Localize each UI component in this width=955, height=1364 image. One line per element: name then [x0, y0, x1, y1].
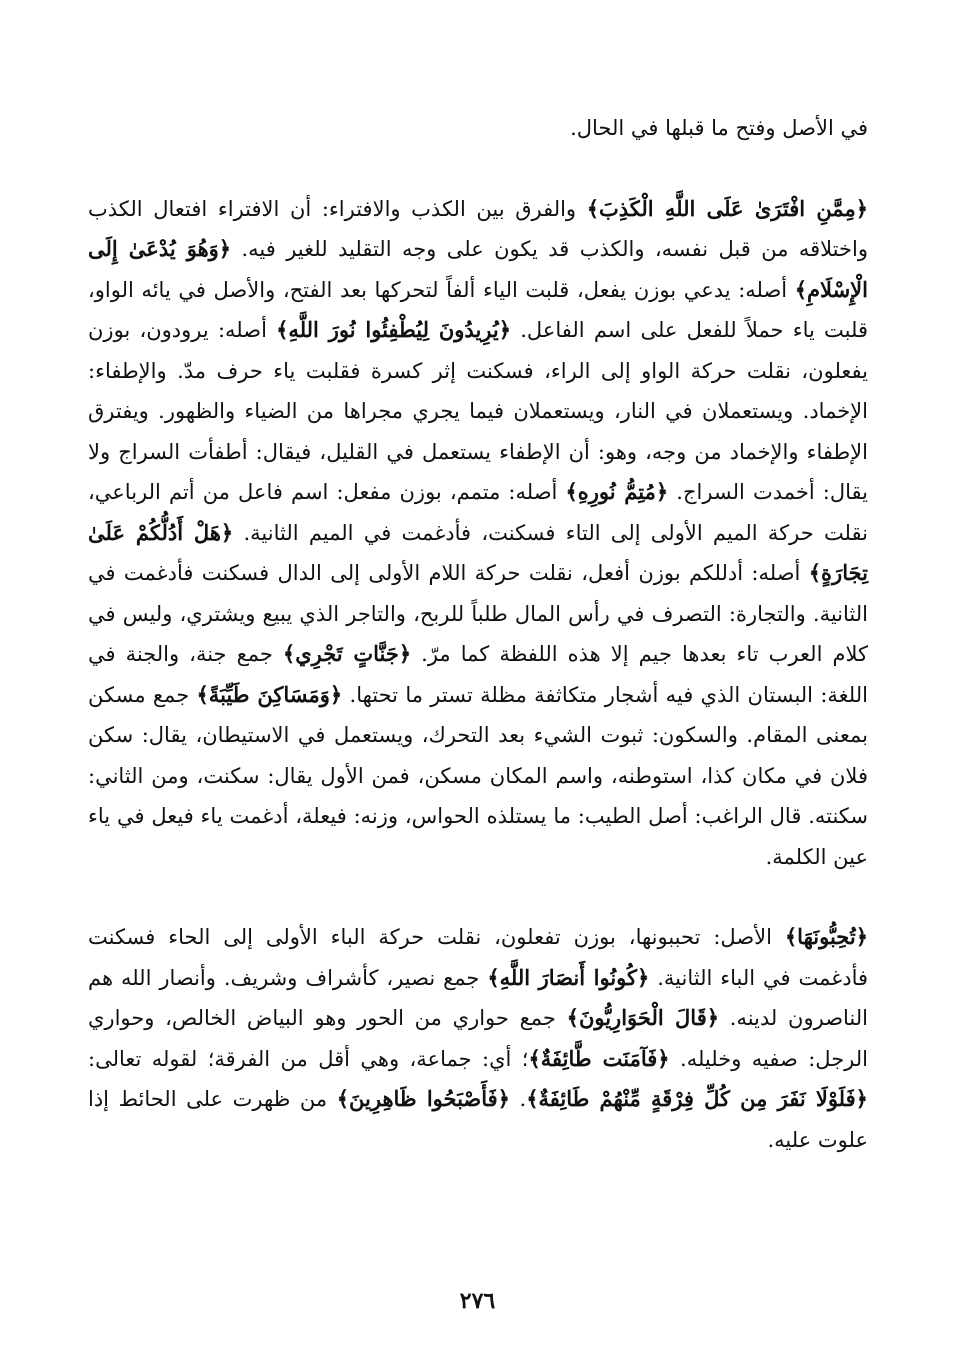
paragraph-1 [88, 108, 868, 149]
segment-text: من ظهرت على الحائط إذا علوت عليه. [88, 1087, 868, 1152]
quran-verse: ﴿يُرِيدُونَ لِيُطْفِئُوا نُورَ اللَّهِ﴾ [276, 317, 512, 342]
paragraph-2 [88, 189, 868, 878]
segment-text: أصله: متمم، بوزن مفعل: اسم فاعل من أتم الرباعي، نقلت حركة الميم الأولى إلى التاء فسكنت، فأدغمت في الميم الثانية. [88, 480, 868, 545]
segment-text: . [509, 1087, 527, 1111]
segment-text: جمع نصير، كأشراف وشريف. وأنصار الله هم الناصرون لدينه. [88, 965, 868, 1030]
segment-text: في الأصل وفتح ما قبلها في الحال. [570, 116, 868, 140]
quran-verse: ﴿فَلَوْلَا نَفَرَ مِن كُلِّ فِرْقَةٍ مِّنْهُمْ طَائِفَةٌ﴾ [526, 1086, 868, 1111]
paragraph-3 [88, 917, 868, 1160]
quran-verse: ﴿وَهُوَ يُدْعَىٰ إِلَى الْإِسْلَامِ﴾ [88, 236, 868, 302]
segment-text: أصله: يرودون، بوزن يفعلون، نقلت حركة الواو إلى الراء، فسكنت إثر كسرة فقلبت ياء حرف مدّ. والإطفاء: الإخماد. ويستعملان في النار، ويستعملان فيما يجري مجراها من الضياء والظهور. ويفترق الإطفاء والإخماد من وجه، وهو: أن الإطفاء يستعمل في القليل، فيقال: أطفأت السراج ولا يقال: أخمدت السراج. [88, 318, 868, 504]
quran-verse: ﴿مُتِمُّ نُورِهِ﴾ [565, 479, 669, 504]
segment-text: ؛ أي: جماعة، وهي أقل من الفرقة؛ لقوله تعالى: [88, 1046, 529, 1071]
quran-verse: ﴿وَمَسَاكِنَ طَيِّبَةً﴾ [196, 681, 343, 707]
quran-verse: ﴿كُونُوا أَنصَارَ اللَّهِ﴾ [487, 964, 650, 990]
quran-verse: ﴿فَآمَنَت طَّائِفَةٌ﴾ [528, 1045, 670, 1071]
quran-verse: ﴿قَالَ الْحَوَارِيُّونَ﴾ [566, 1005, 720, 1030]
page-body [88, 108, 868, 1160]
quran-verse: ﴿جَنَّاتٍ تَجْرِي﴾ [282, 641, 412, 666]
segment-text: الأصل: تحببونها، بوزن تفعلون، نقلت حركة الباء الأولى إلى الحاء فسكنت فأدغمت في الباء الثانية. [88, 925, 869, 990]
segment-text: جمع جنة، والجنة في اللغة: البستان الذي فيه أشجار متكاثفة مظلة تستر ما تحتها. [88, 642, 868, 707]
segment-text: أصله: أدللكم بوزن أفعل، نقلت حركة اللام الأولى إلى الدال فسكنت فأدغمت في الثانية. والتجارة: التصرف في رأس المال طلباً للربح، والتاجر الذي يبيع ويشتري، وليس في كلام العرب تاء بعدها جيم إلا هذه اللفظة كما مرّ. [88, 561, 868, 666]
page-number: ٢٧٦ [459, 1288, 496, 1314]
segment-text: جمع حواري من الحور وهو البياض الخالص، وحواري الرجل: صفيه وخليله. [88, 1006, 869, 1071]
quran-verse: ﴿مِمَّنِ افْتَرَىٰ عَلَى اللَّهِ الْكَذِبَ﴾ [586, 195, 868, 221]
quran-verse: ﴿هَلْ أَدُلُّكُمْ عَلَىٰ تِجَارَةٍ﴾ [88, 519, 868, 585]
quran-verse: ﴿فَأَصْبَحُوا ظَاهِرِينَ﴾ [336, 1086, 510, 1111]
segment-text: أصله: يدعي بوزن يفعل، قلبت الياء ألفاً لتحركها بعد الفتح، والأصل في يائه الواو، قلبت ياء حملاً للفعل على اسم الفاعل. [88, 277, 869, 342]
segment-text: والفرق بين الكذب والافتراء: أن الافتراء افتعال الكذب واختلاقه من قبل نفسه، والكذب قد يكون على وجه التقليد للغير فيه. [88, 196, 868, 261]
quran-verse: ﴿تُحِبُّونَهَا﴾ [784, 924, 868, 949]
segment-text: جمع مسكن بمعنى المقام. والسكون: ثبوت الشيء بعد التحرك، ويستعمل في الاستيطان، يقال: سكن فلان في مكان كذا، استوطنه، واسم المكان مسكن، فمن الأول يقال: سكنت، ومن الثاني: سكنته. قال الراغب: أصل الطيب: ما يستلذه الحواس، وزنه: فيعلة، أدغمت ياء فيعل في ياء عين الكلمة. [88, 682, 868, 869]
